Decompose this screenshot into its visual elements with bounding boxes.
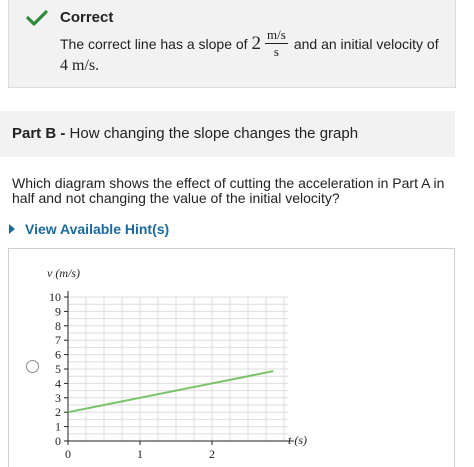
caret-right-icon [9, 224, 15, 234]
part-b-title [12, 125, 358, 142]
part-b-header [0, 111, 455, 157]
question-text: Which diagram shows the effect of cutting the acceleration in Part A in half and not changing the value of the initial velocity? [12, 175, 445, 206]
y-tick-label: 7 [55, 333, 61, 348]
feedback-text-before: The correct line has a slope of [60, 35, 248, 52]
slope-value: 2 [251, 32, 262, 54]
view-hints-link[interactable] [9, 221, 169, 237]
y-tick-label: 6 [55, 347, 61, 362]
feedback-velocity: 4 m/s. [60, 57, 100, 74]
view-hints-label: View Available Hint(s) [25, 221, 170, 237]
answer-radio-a[interactable] [26, 360, 39, 373]
feedback-panel [8, 0, 456, 88]
x-tick-label: 1 [137, 447, 143, 461]
feedback-status: Correct [60, 9, 114, 26]
feedback-text-after: and an initial velocity of [293, 35, 439, 52]
y-tick-label: 8 [55, 318, 61, 333]
part-b-label: Part B - [12, 125, 66, 142]
x-tick-label: 0 [65, 447, 71, 461]
y-axis-label: v (m/s) [47, 266, 80, 280]
y-tick-label: 4 [55, 376, 61, 391]
checkmark-icon [26, 10, 48, 26]
answer-choice-a[interactable] [8, 248, 455, 467]
y-tick-label: 5 [55, 362, 61, 376]
y-tick-label: 3 [55, 390, 61, 405]
x-tick-label: 2 [209, 447, 215, 461]
y-tick-label: 9 [55, 304, 61, 319]
feedback-text [60, 28, 439, 59]
x-axis-label: t (s) [288, 433, 307, 447]
y-tick-label: 1 [55, 419, 61, 434]
y-tick-label: 2 [55, 405, 61, 420]
slope-unit [265, 28, 288, 59]
part-b-title-text: How changing the slope changes the graph [69, 125, 359, 142]
y-tick-label: 10 [49, 290, 61, 304]
slope-unit-numerator: m/s [267, 27, 286, 42]
y-tick-label: 0 [55, 434, 61, 448]
slope-unit-denominator: s [273, 44, 279, 59]
